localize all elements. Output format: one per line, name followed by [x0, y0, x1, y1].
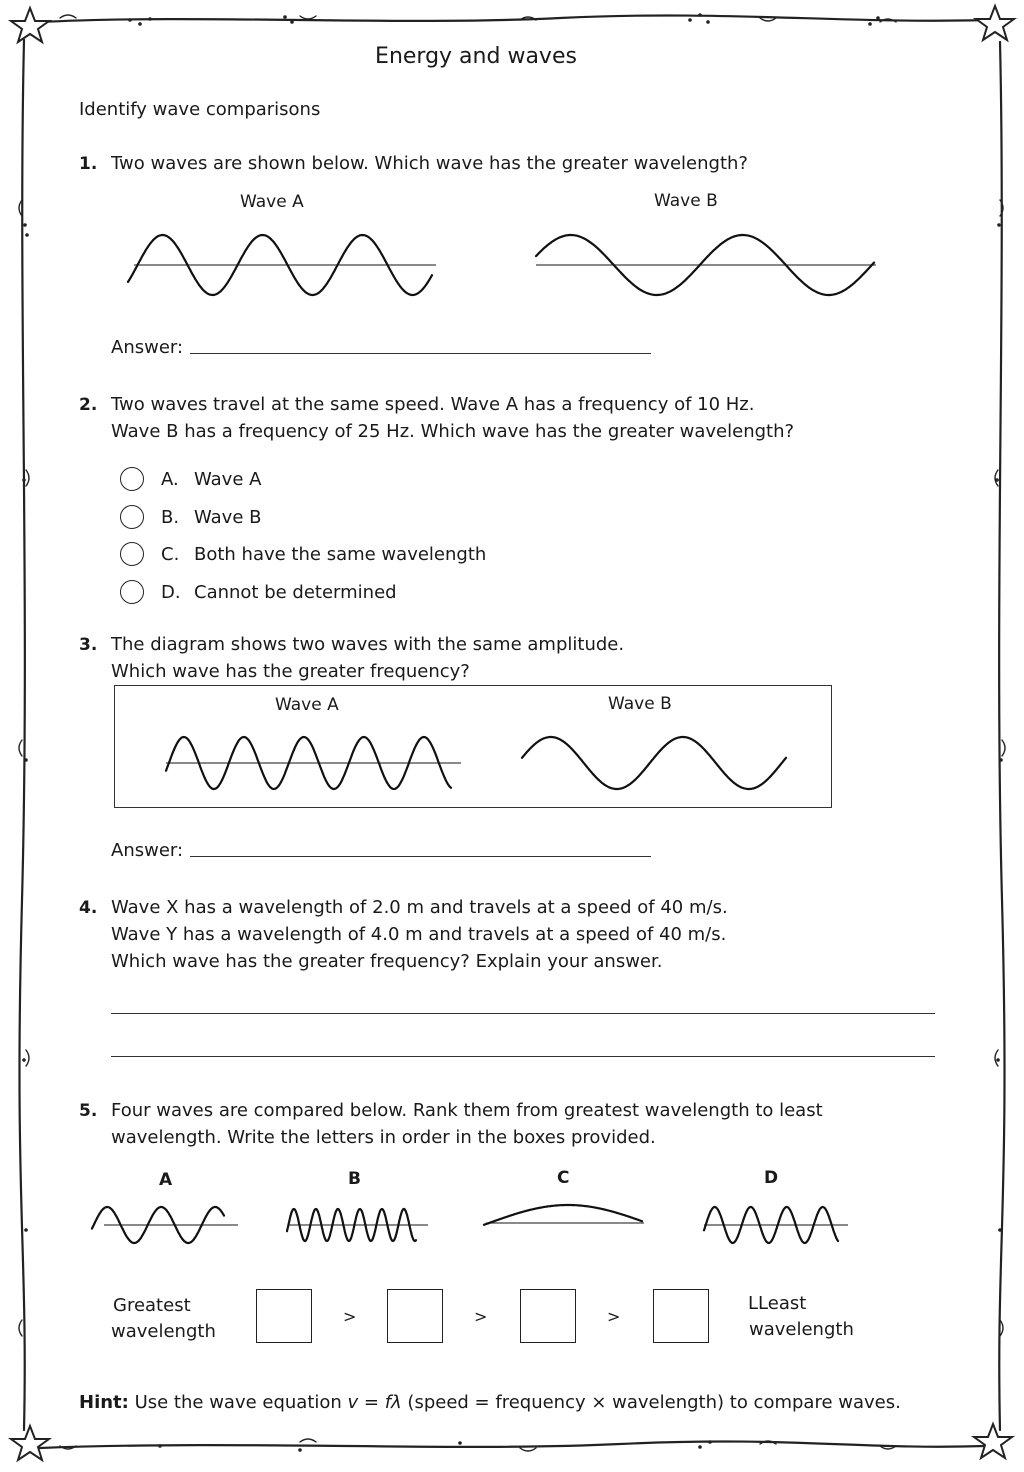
star-icon [974, 1424, 1012, 1458]
rank-box-3[interactable] [520, 1289, 576, 1343]
hint-rest: (speed = frequency × wavelength) to compare waves. [401, 1392, 901, 1413]
q1-text: Two waves are shown below. Which wave has the greater wavelength? [111, 153, 748, 174]
wave-curve [522, 737, 786, 789]
rank-box-4[interactable] [653, 1289, 709, 1343]
hint-equation: v = fλ [347, 1392, 402, 1413]
q2-number: 2. [79, 395, 98, 415]
q1-wave-b-label: Wave B [654, 191, 718, 211]
q2-line-2: Wave B has a frequency of 25 Hz. Which wave has the greater wavelength? [111, 421, 795, 442]
greater-than-symbol: > [474, 1307, 488, 1326]
q1-answer-line[interactable] [190, 353, 651, 354]
least-label-line-2: wavelength [749, 1319, 854, 1340]
q3-answer-label: Answer: [111, 840, 184, 861]
q3-line-2: Which wave has the greater frequency? [111, 661, 470, 682]
q5-wave-a-diagram [88, 1200, 238, 1250]
q2-option-c[interactable] [120, 540, 486, 568]
q1-wave-a-diagram [120, 225, 440, 305]
hint-label: Hint: [79, 1392, 129, 1413]
q2-line-1: Two waves travel at the same speed. Wave A has a frequency of 10 Hz. [111, 394, 755, 415]
q5-wave-d-diagram [698, 1200, 848, 1250]
q4-answer-line-1[interactable] [111, 1013, 935, 1014]
q3-answer-line[interactable] [190, 856, 651, 857]
q5-label-c: C [557, 1168, 570, 1188]
q4-line-3: Which wave has the greater frequency? Explain your answer. [111, 951, 663, 972]
q3-wave-a-diagram [160, 730, 465, 796]
wave-curve [484, 1205, 642, 1225]
star-icon [11, 1426, 49, 1460]
q3-wave-b-diagram [518, 730, 790, 796]
q5-label-a: A [159, 1170, 173, 1190]
q3-number: 3. [79, 635, 98, 655]
q2-option-c-text: Both have the same wavelength [194, 543, 487, 565]
q2-option-d-text: Cannot be determined [194, 581, 397, 603]
greatest-label-line-2: wavelength [111, 1321, 216, 1342]
q5-line-1: Four waves are compared below. Rank them from greatest wavelength to least [111, 1100, 823, 1121]
q5-wave-b-diagram [283, 1200, 428, 1250]
rank-box-1[interactable] [256, 1289, 312, 1343]
q2-option-a-radio[interactable] [120, 467, 144, 491]
q1-number: 1. [79, 154, 98, 174]
q1-wave-a-label: Wave A [240, 192, 304, 212]
q5-wave-c-diagram [482, 1198, 644, 1248]
q1-wave-b-diagram [530, 225, 880, 305]
q5-label-d: D [764, 1168, 779, 1188]
q4-line-1: Wave X has a wavelength of 2.0 m and travels at a speed of 40 m/s. [111, 897, 728, 918]
q4-number: 4. [79, 898, 98, 918]
q1-answer-label: Answer: [111, 337, 184, 358]
q3-wave-b-label: Wave B [608, 694, 672, 714]
q5-number: 5. [79, 1101, 98, 1121]
hint-text [79, 1392, 901, 1413]
page-title: Energy and waves [375, 44, 577, 69]
q4-line-2: Wave Y has a wavelength of 4.0 m and travels at a speed of 40 m/s. [111, 924, 727, 945]
star-icon [11, 8, 49, 42]
least-label-line-1: LLeast [748, 1293, 807, 1314]
q2-option-b[interactable] [120, 503, 261, 531]
rank-box-2[interactable] [387, 1289, 443, 1343]
q2-option-a[interactable] [120, 465, 261, 493]
q5-label-b: B [348, 1169, 361, 1189]
q2-option-c-letter: C. [161, 543, 180, 565]
q2-option-c-radio[interactable] [120, 542, 144, 566]
q2-option-a-letter: A. [161, 468, 179, 490]
q5-line-2: wavelength. Write the letters in order in the boxes provided. [111, 1127, 656, 1148]
q2-option-d-radio[interactable] [120, 580, 144, 604]
q2-option-d[interactable] [120, 578, 397, 606]
hint-body: Use the wave equation [128, 1392, 348, 1413]
q2-option-d-letter: D. [161, 581, 181, 603]
q2-option-b-radio[interactable] [120, 505, 144, 529]
q2-option-a-text: Wave A [194, 468, 262, 490]
q2-option-b-letter: B. [161, 506, 180, 528]
section-subtitle: Identify wave comparisons [79, 99, 321, 120]
greatest-label-line-1: Greatest [113, 1295, 191, 1316]
q2-option-b-text: Wave B [194, 506, 262, 528]
greater-than-symbol: > [607, 1307, 621, 1326]
greater-than-symbol: > [343, 1307, 357, 1326]
q4-answer-line-2[interactable] [111, 1056, 935, 1057]
star-icon [976, 6, 1014, 40]
q3-line-1: The diagram shows two waves with the same amplitude. [111, 634, 625, 655]
q3-wave-a-label: Wave A [275, 695, 339, 715]
